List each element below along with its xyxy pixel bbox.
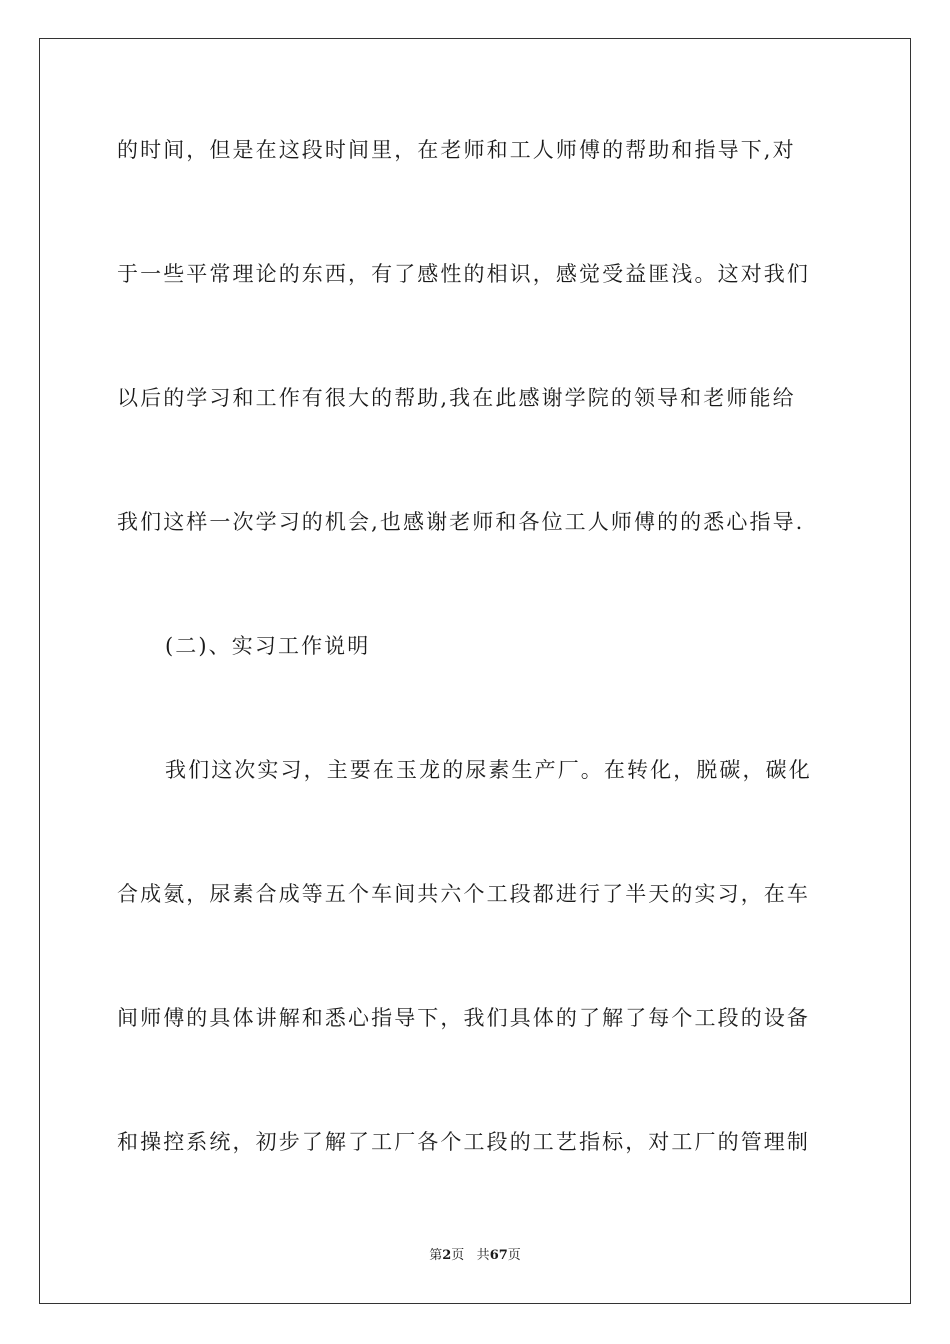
paragraph-line-4: 我们这样一次学习的机会,也感谢老师和各位工人师傅的的悉心指导.: [117, 510, 805, 534]
footer-total-prefix: 共: [476, 1248, 490, 1263]
paragraph-line-8: 和操控系统，初步了解了工厂各个工段的工艺指标，对工厂的管理制: [117, 1130, 810, 1154]
page-border: [39, 38, 911, 1304]
paragraph-line-5: 我们这次实习，主要在玉龙的尿素生产厂。在转化，脱碳，碳化: [165, 758, 812, 782]
paragraph-line-1: 的时间，但是在这段时间里，在老师和工人师傅的帮助和指导下,对: [117, 138, 796, 162]
paragraph-line-2: 于一些平常理论的东西，有了感性的相识，感觉受益匪浅。这对我们: [117, 262, 810, 286]
section-heading: (二)、实习工作说明: [165, 634, 371, 658]
page-footer: [0, 1247, 950, 1265]
paragraph-line-6: 合成氨，尿素合成等五个车间共六个工段都进行了半天的实习，在车: [117, 882, 810, 906]
paragraph-line-7: 间师傅的具体讲解和悉心指导下，我们具体的了解了每个工段的设备: [117, 1006, 810, 1030]
footer-total-suffix: 页: [507, 1248, 521, 1263]
footer-total-pages: 67: [489, 1248, 508, 1263]
footer-page-number: 2: [442, 1248, 452, 1263]
paragraph-line-3: 以后的学习和工作有很大的帮助,我在此感谢学院的领导和老师能给: [117, 386, 796, 410]
footer-page-prefix: 第: [429, 1248, 443, 1263]
footer-page-suffix: 页: [451, 1248, 465, 1263]
